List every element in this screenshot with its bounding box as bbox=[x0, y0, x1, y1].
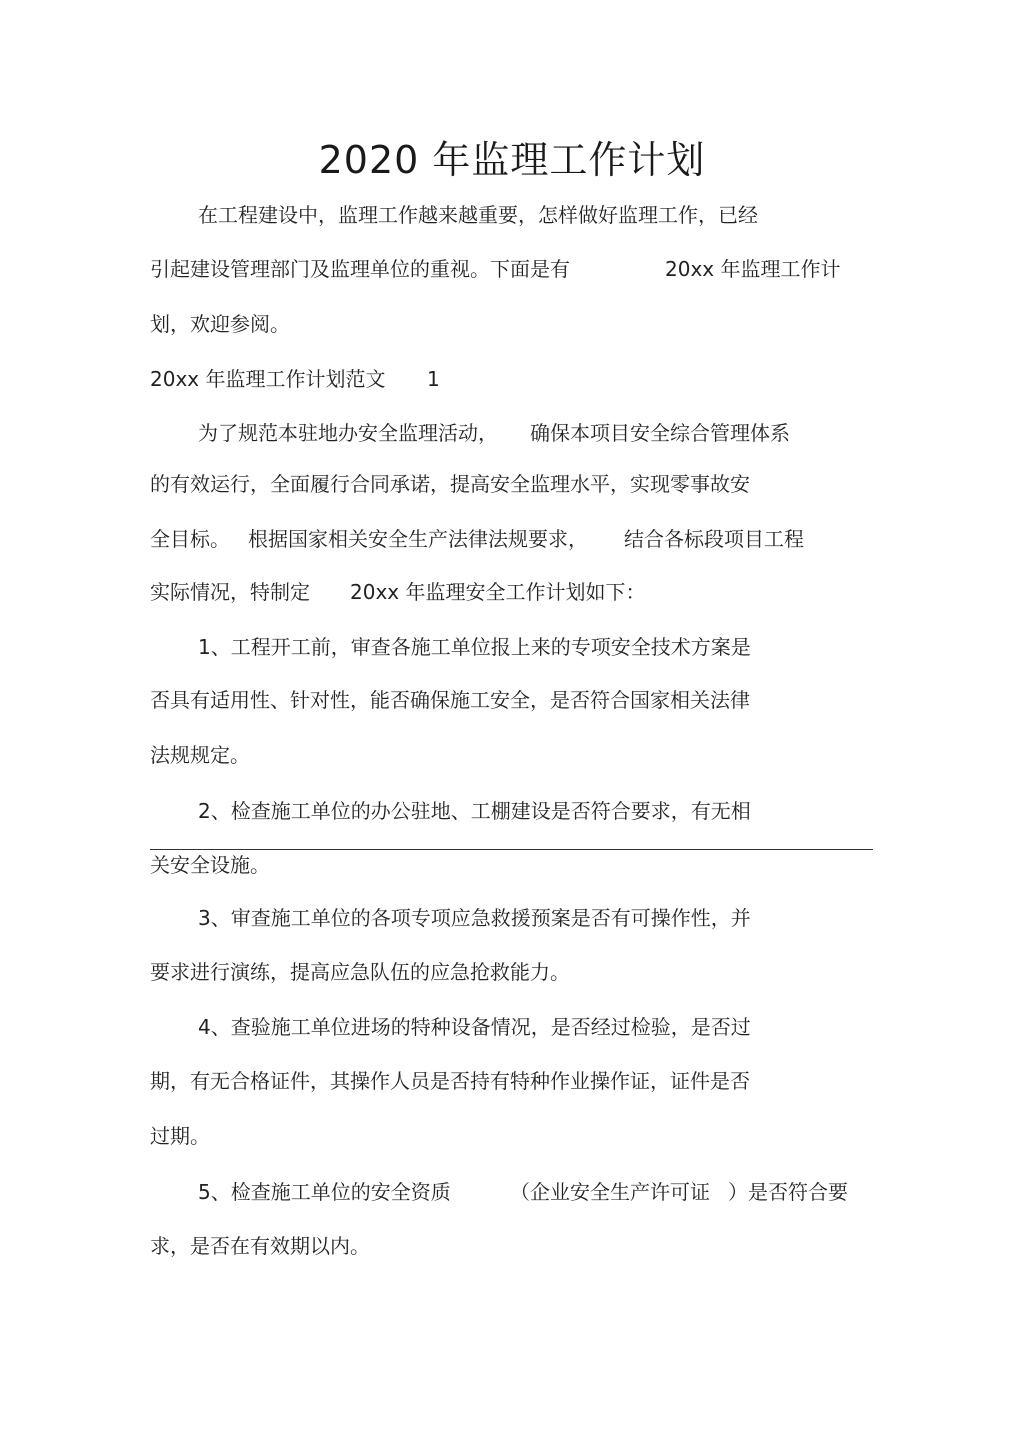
document-title: 2020 年监理工作计划 bbox=[318, 138, 706, 182]
item5-line-1a: 5、检查施工单位的安全资质 bbox=[198, 1180, 451, 1204]
intro-line-2: 引起建设管理部门及监理单位的重视。下面是有 bbox=[150, 257, 570, 281]
intro-line-2-tail: 20xx 年监理工作计 bbox=[665, 257, 841, 281]
para1-line-4a: 实际情况，特制定 bbox=[150, 580, 310, 604]
item2-line-2: 关安全设施。 bbox=[150, 853, 270, 877]
intro-line-3: 划，欢迎参阅。 bbox=[150, 312, 290, 336]
para1-line-3c: 结合各标段项目工程 bbox=[624, 527, 804, 551]
section-heading-number: 1 bbox=[427, 367, 440, 391]
item1-line-1: 1、工程开工前，审查各施工单位报上来的专项安全技术方案是 bbox=[198, 635, 751, 659]
item4-line-1: 4、查验施工单位进场的特种设备情况，是否经过检验，是否过 bbox=[198, 1015, 751, 1039]
para1-line-1b: 确保本项目安全综合管理体系 bbox=[530, 421, 790, 445]
item3-line-2: 要求进行演练，提高应急队伍的应急抢救能力。 bbox=[150, 960, 570, 984]
para1-line-2: 的有效运行，全面履行合同承诺，提高安全监理水平，实现零事故安 bbox=[150, 472, 750, 496]
item3-line-1: 3、审查施工单位的各项专项应急救援预案是否有可操作性，并 bbox=[198, 906, 751, 930]
item2-line-1: 2、检查施工单位的办公驻地、工棚建设是否符合要求，有无相 bbox=[198, 799, 751, 823]
item5-line-1b: （企业安全生产许可证 bbox=[510, 1180, 710, 1204]
para1-line-3a: 全目标。 bbox=[150, 527, 230, 551]
item5-line-1c: ）是否符合要 bbox=[728, 1180, 848, 1204]
item1-line-2: 否具有适用性、针对性，能否确保施工安全，是否符合国家相关法律 bbox=[150, 688, 750, 712]
item1-line-3: 法规规定。 bbox=[150, 743, 250, 767]
para1-line-3b: 根据国家相关安全生产法律法规要求， bbox=[248, 527, 588, 551]
para1-line-1a: 为了规范本驻地办安全监理活动， bbox=[198, 421, 498, 445]
para1-line-4b: 20xx 年监理安全工作计划如下： bbox=[350, 580, 646, 604]
item4-line-2: 期，有无合格证件，其操作人员是否持有特种作业操作证，证件是否 bbox=[150, 1069, 750, 1093]
intro-line-1: 在工程建设中，监理工作越来越重要，怎样做好监理工作，已经 bbox=[198, 203, 758, 227]
item4-line-3: 过期。 bbox=[150, 1124, 210, 1148]
section-heading: 20xx 年监理工作计划范文 bbox=[150, 367, 386, 391]
item5-line-2: 求，是否在有效期以内。 bbox=[150, 1234, 370, 1258]
